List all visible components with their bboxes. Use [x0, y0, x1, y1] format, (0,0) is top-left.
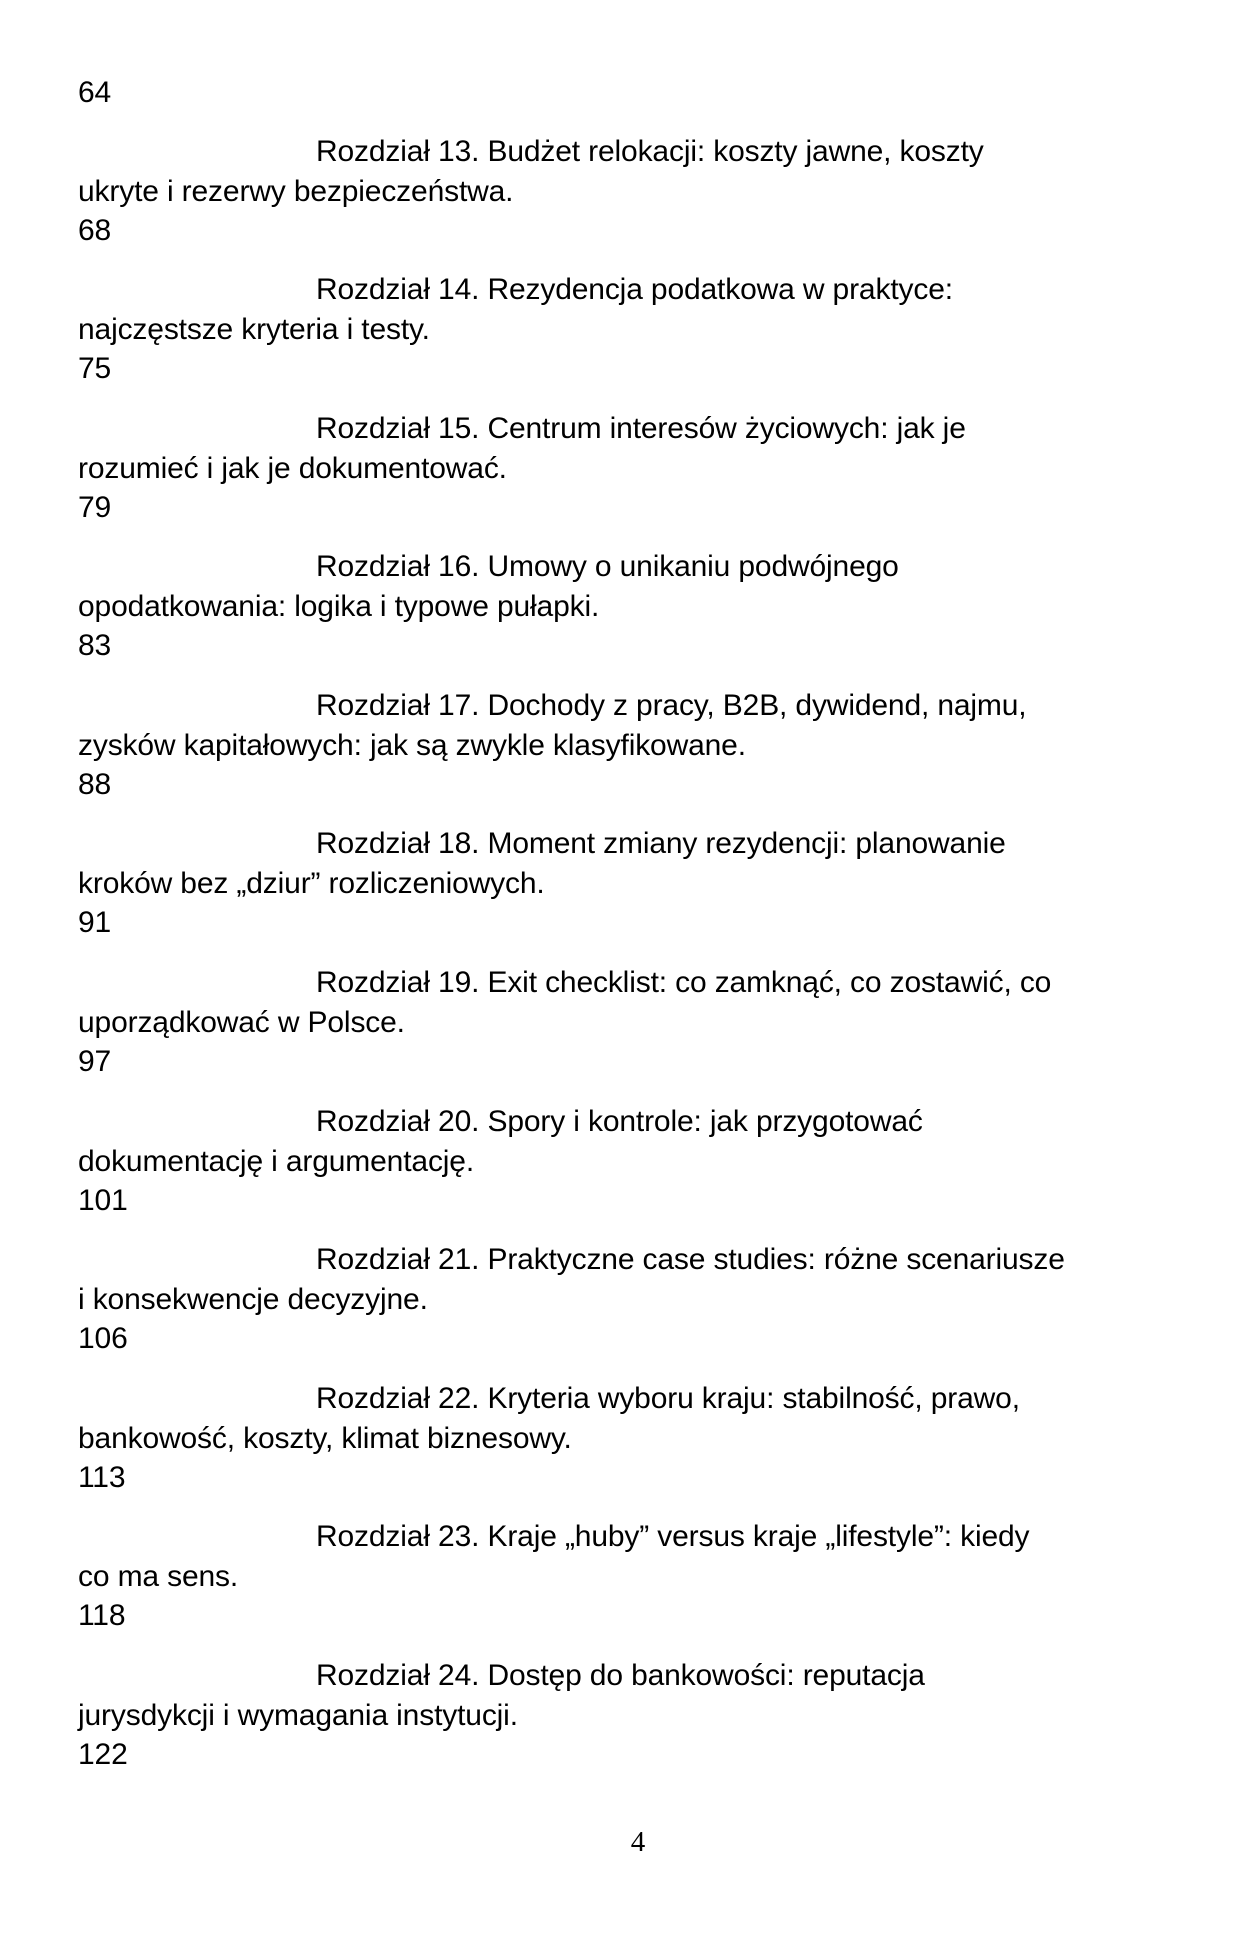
toc-chapter-title: Rozdział 13. Budżet relokacji: koszty jawne, koszty — [316, 135, 984, 168]
toc-chapter-title: Rozdział 18. Moment zmiany rezydencji: planowanie — [316, 827, 1006, 860]
toc-chapter-title: Rozdział 22. Kryteria wyboru kraju: stabilność, prawo, — [316, 1382, 1020, 1415]
toc-chapter-title: Rozdział 19. Exit checklist: co zamknąć, co zostawić, co — [316, 966, 1052, 999]
toc-chapter-title-continuation: opodatkowania: logika i typowe pułapki. — [78, 590, 600, 623]
toc-chapter-title-continuation: ukryte i rezerwy bezpieczeństwa. — [78, 175, 514, 208]
toc-chapter-title: Rozdział 15. Centrum interesów życiowych: jak je — [316, 412, 966, 445]
toc-page-number: 97 — [78, 1045, 112, 1078]
toc-chapter-title-continuation: rozumieć i jak je dokumentować. — [78, 452, 507, 485]
toc-page-number: 122 — [78, 1738, 128, 1771]
toc-chapter-title-continuation: dokumentację i argumentację. — [78, 1145, 475, 1178]
toc-page-number: 75 — [78, 352, 112, 385]
toc-chapter-title-continuation: uporządkować w Polsce. — [78, 1006, 405, 1039]
toc-page-number: 79 — [78, 491, 112, 524]
page-footer-number: 4 — [630, 1826, 646, 1858]
toc-page-number: 106 — [78, 1322, 128, 1355]
toc-page-number: 88 — [78, 768, 112, 801]
toc-chapter-title-continuation: najczęstsze kryteria i testy. — [78, 313, 430, 346]
toc-page-number: 91 — [78, 906, 112, 939]
toc-page-number: 118 — [78, 1599, 126, 1632]
toc-page-number: 68 — [78, 214, 112, 247]
toc-chapter-title: Rozdział 20. Spory i kontrole: jak przygotować — [316, 1105, 923, 1138]
toc-chapter-title-continuation: kroków bez „dziur” rozliczeniowych. — [78, 867, 545, 900]
toc-chapter-title: Rozdział 16. Umowy o unikaniu podwójnego — [316, 550, 899, 583]
toc-page-number: 113 — [78, 1461, 126, 1494]
toc-chapter-title-continuation: bankowość, koszty, klimat biznesowy. — [78, 1422, 572, 1455]
toc-chapter-title: Rozdział 24. Dostęp do bankowości: reputacja — [316, 1659, 925, 1692]
toc-chapter-title: Rozdział 14. Rezydencja podatkowa w praktyce: — [316, 273, 953, 306]
toc-page-number: 101 — [78, 1184, 128, 1217]
toc-chapter-title-continuation: jurysdykcji i wymagania instytucji. — [78, 1699, 518, 1732]
toc-page-number: 83 — [78, 629, 112, 662]
toc-chapter-title-continuation: co ma sens. — [78, 1560, 239, 1593]
toc-page-ref-previous: 64 — [78, 76, 112, 109]
toc-chapter-title-continuation: i konsekwencje decyzyjne. — [78, 1283, 428, 1316]
toc-chapter-title: Rozdział 21. Praktyczne case studies: różne scenariusze — [316, 1243, 1065, 1276]
toc-chapter-title: Rozdział 17. Dochody z pracy, B2B, dywidend, najmu, — [316, 689, 1027, 722]
toc-chapter-title-continuation: zysków kapitałowych: jak są zwykle klasyfikowane. — [78, 729, 746, 762]
toc-chapter-title: Rozdział 23. Kraje „huby” versus kraje „lifestyle”: kiedy — [316, 1520, 1030, 1553]
